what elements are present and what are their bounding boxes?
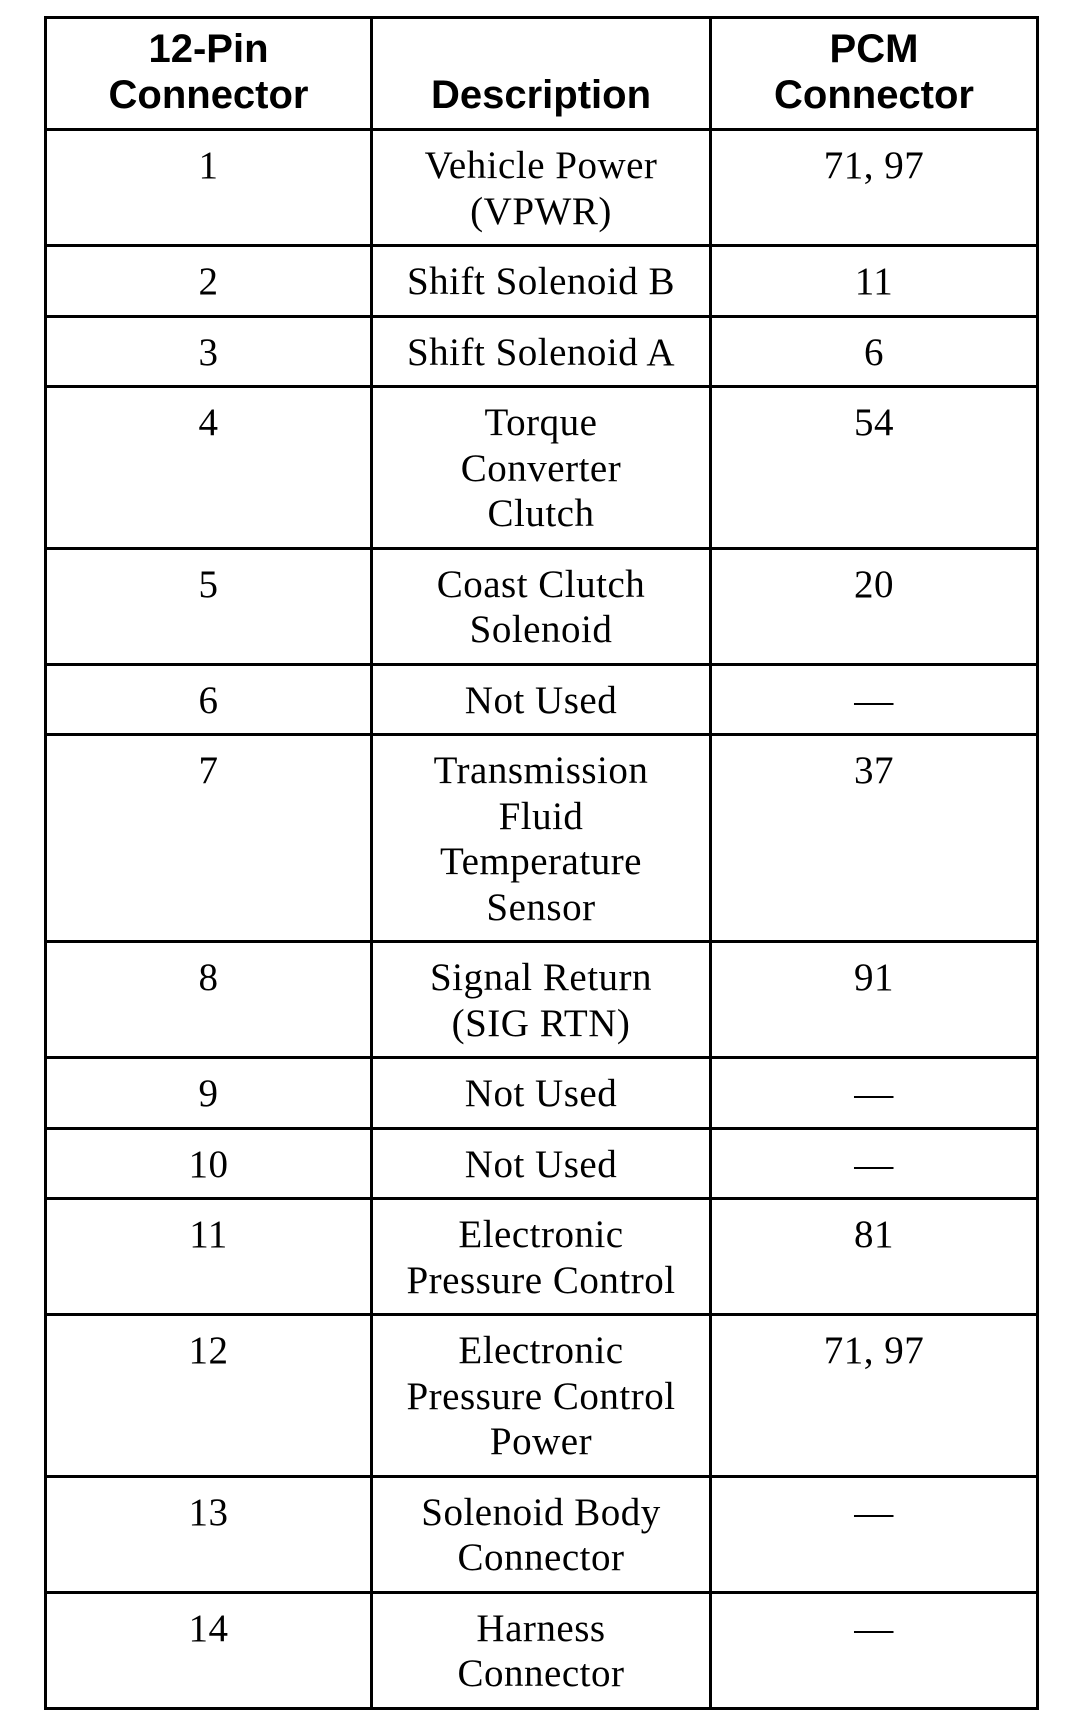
description-text: Solenoid Body Connector [421,1490,661,1579]
pcm-cell [711,1476,1038,1592]
description-cell [372,664,711,735]
description-text: Not Used [464,1072,618,1115]
table-row [46,1128,1038,1199]
table-row [46,1199,1038,1315]
pin-number: 9 [198,1072,219,1115]
header-pin-connector [46,18,372,130]
description-text: Torque Converter Clutch [460,401,622,535]
description-text: Coast Clutch Solenoid [436,562,646,651]
pcm-pin: 11 [854,260,894,303]
pin-cell [46,387,372,549]
table-row [46,246,1038,317]
pin-number: 2 [198,260,219,303]
pin-cell [46,548,372,664]
pin-cell [46,1476,372,1592]
pcm-pin: 91 [854,956,894,999]
description-cell [372,316,711,387]
pcm-pin: 81 [854,1213,894,1256]
description-text: Shift Solenoid B [406,260,676,303]
table-row [46,735,1038,942]
pcm-cell [711,1592,1038,1708]
description-cell [372,942,711,1058]
pin-cell [46,316,372,387]
pcm-cell [711,387,1038,549]
table-row [46,942,1038,1058]
pin-connector-table [44,16,1039,1710]
pcm-pin: — [854,1072,894,1115]
pcm-cell [711,1128,1038,1199]
description-text: Not Used [464,1142,618,1186]
table-row [46,1315,1038,1477]
description-cell [372,548,711,664]
table-row [46,1592,1038,1708]
table-row [46,664,1038,735]
table-header-row [46,18,1038,130]
description-text: Vehicle Power (VPWR) [424,144,658,233]
pin-number: 11 [189,1213,228,1256]
description-cell [372,1128,711,1199]
description-text: Transmission Fluid Temperature Sensor [433,749,649,929]
pcm-pin: — [854,1142,894,1186]
pin-number: 1 [198,144,219,187]
pcm-cell [711,735,1038,942]
pin-number: 14 [188,1606,229,1650]
pcm-pin: 6 [864,330,884,374]
pcm-cell [711,1199,1038,1315]
pcm-cell [711,664,1038,735]
pin-cell [46,1592,372,1708]
pcm-cell [711,130,1038,246]
pcm-pin: — [854,1606,894,1650]
pcm-cell [711,246,1038,317]
description-text: Shift Solenoid A [406,330,676,374]
table-row [46,130,1038,246]
pin-number: 7 [198,749,219,792]
description-text: Electronic Pressure Control Power [406,1329,676,1463]
description-text: Harness Connector [457,1606,625,1695]
pin-number: 13 [188,1490,229,1534]
pin-cell [46,1315,372,1477]
pcm-pin: 71, 97 [823,144,925,187]
header-description [372,18,711,130]
pin-number: 10 [188,1142,229,1186]
pcm-cell [711,1315,1038,1477]
pcm-cell [711,1058,1038,1129]
table-row [46,316,1038,387]
header-pin-connector-label: 12-Pin Connector [108,27,309,117]
pin-number: 3 [198,330,219,374]
pin-cell [46,664,372,735]
description-cell [372,1592,711,1708]
pin-number: 6 [198,678,219,722]
pin-number: 8 [198,956,219,999]
pcm-pin: 20 [854,562,894,606]
table-row [46,1476,1038,1592]
pcm-pin: — [854,678,894,722]
description-cell [372,1199,711,1315]
pcm-pin: — [854,1490,894,1534]
pin-cell [46,246,372,317]
table-row [46,387,1038,549]
description-text: Not Used [464,678,618,722]
table-row [46,548,1038,664]
pin-number: 4 [198,401,219,444]
description-text: Signal Return (SIG RTN) [429,956,653,1045]
header-pcm-connector-label: PCM Connector [774,27,974,117]
header-description-label: Description [430,73,652,117]
pin-cell [46,1199,372,1315]
description-text: Electronic Pressure Control [406,1213,676,1302]
pcm-pin: 71, 97 [823,1329,925,1372]
description-cell [372,130,711,246]
pcm-cell [711,548,1038,664]
pcm-pin: 37 [854,749,894,792]
description-cell [372,1315,711,1477]
description-cell [372,246,711,317]
pin-cell [46,942,372,1058]
header-pcm-connector [711,18,1038,130]
pin-cell [46,735,372,942]
description-cell [372,1058,711,1129]
table-row [46,1058,1038,1129]
pcm-pin: 54 [854,401,894,444]
pin-cell [46,1058,372,1129]
pcm-cell [711,942,1038,1058]
pin-cell [46,130,372,246]
pin-number: 12 [188,1329,229,1372]
description-cell [372,387,711,549]
pin-cell [46,1128,372,1199]
description-cell [372,1476,711,1592]
pcm-cell [711,316,1038,387]
pin-number: 5 [198,562,219,606]
description-cell [372,735,711,942]
